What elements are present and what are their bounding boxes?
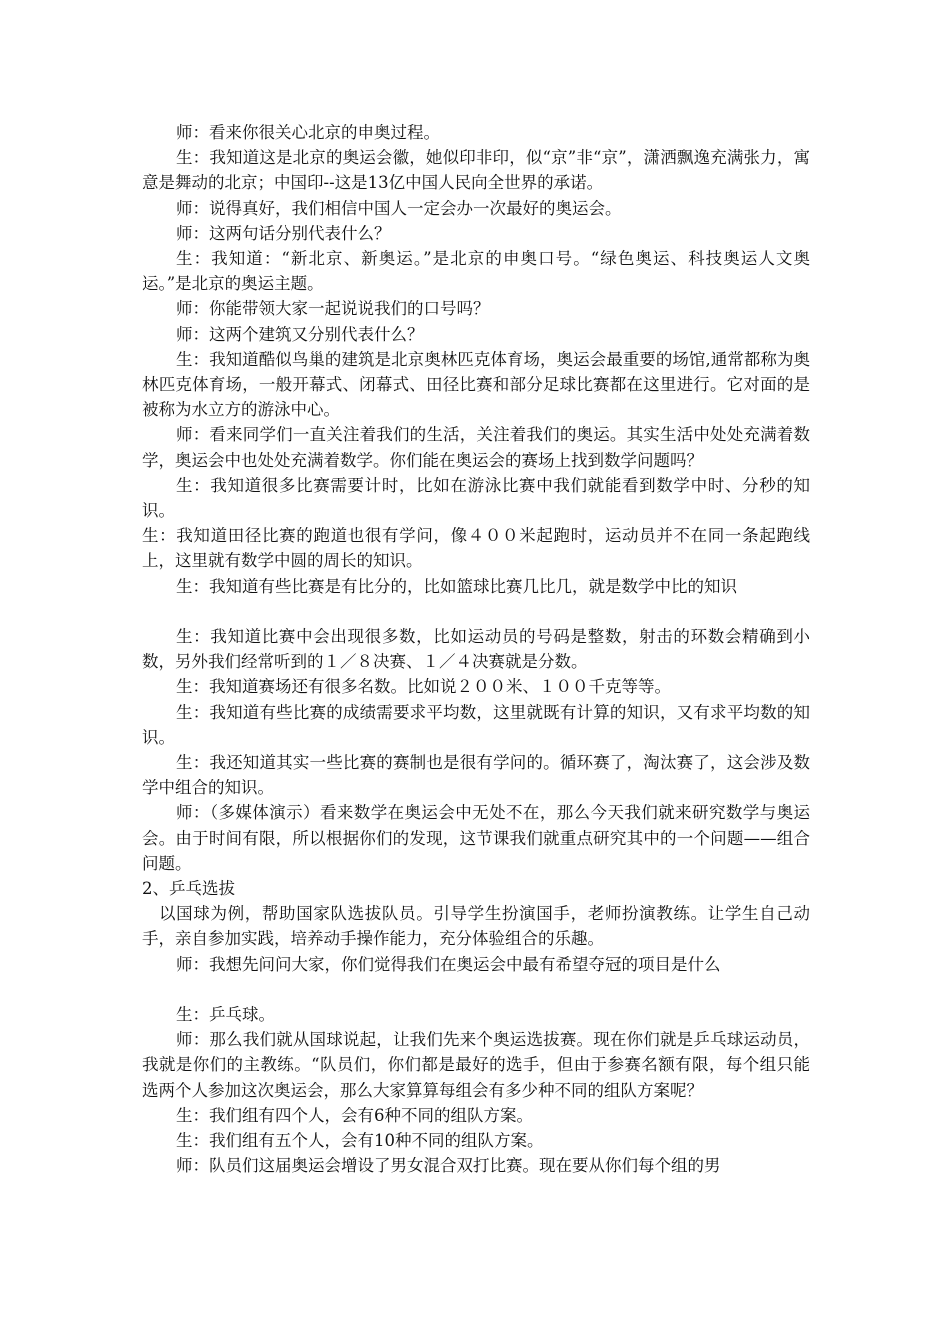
paragraph: 生：我知道酷似鸟巢的建筑是北京奥林匹克体育场，奥运会最重要的场馆,通常都称为奥林匹克体育场，一般开幕式、闭幕式、田径比赛和部分足球比赛都在这里进行。它对面的是被称为水立方的游泳中心。	[142, 349, 810, 420]
paragraph: 师：这两句话分别代表什么？	[176, 223, 391, 243]
paragraph: 生：我知道很多比赛需要计时，比如在游泳比赛中我们就能看到数学中时、分秒的知识。	[142, 475, 810, 521]
paragraph: 生：我们组有四个人，会有6种不同的组队方案。	[176, 1105, 533, 1125]
paragraph: 生：我还知道其实一些比赛的赛制也是很有学问的。循环赛了，淘汰赛了，这会涉及数学中组合的知识。	[142, 753, 810, 798]
paragraph: 生：我知道：“新北京、新奥运。”是北京的申奥口号。“绿色奥运、科技奥运人文奥运。”是北京的奥运主题。	[142, 249, 810, 294]
paragraph: 生：我知道有些比赛是有比分的，比如篮球比赛几比几，就是数学中比的知识	[176, 576, 737, 596]
paragraph: 生：我们组有五个人，会有10种不同的组队方案。	[176, 1131, 544, 1151]
paragraph: 师：（多媒体演示）看来数学在奥运会中无处不在，那么今天我们就来研究数学与奥运会。由于时间有限，所以根据你们的发现，这节课我们就重点研究其中的一个问题——组合问题。	[142, 803, 810, 873]
paragraph: 生：乒乓球。	[176, 1005, 275, 1025]
paragraph: 生：我知道田径比赛的跑道也很有学问，像４００米起跑时，运动员并不在同一条起跑线上，这里就有数学中圆的周长的知识。	[142, 526, 810, 571]
blank-line	[142, 977, 810, 1002]
paragraph: 师：队员们这届奥运会增设了男女混合双打比赛。现在要从你们每个组的男	[176, 1156, 721, 1176]
paragraph: 以国球为例，帮助国家队选拔队员。引导学生扮演国手，老师扮演教练。让学生自己动手，亲自参加实践，培养动手操作能力，充分体验组合的乐趣。	[142, 904, 810, 949]
paragraph: 师：你能带领大家一起说说我们的口号吗？	[176, 299, 490, 319]
paragraph: 生：我知道比赛中会出现很多数，比如运动员的号码是整数，射击的环数会精确到小数，另外我们经常听到的１／８决赛、１／４决赛就是分数。	[142, 627, 810, 672]
paragraph: 师：看来你很关心北京的申奥过程。	[176, 123, 440, 142]
paragraph: 师：这两个建筑又分别代表什么？	[176, 324, 424, 344]
section-heading: 2、乒乓选拔	[142, 879, 235, 899]
blank-line	[142, 599, 810, 624]
paragraph: 生：我知道这是北京的奥运会徽，她似印非印，似“京”非“京”，潇洒飘逸充满张力，寓意是舞动的北京；中国印--这是13亿中国人民向全世界的承诺。	[142, 148, 810, 193]
paragraph: 师：我想先问问大家，你们觉得我们在奥运会中最有希望夺冠的项目是什么	[176, 954, 721, 974]
paragraph: 师：看来同学们一直关注着我们的生活，关注着我们的奥运。其实生活中处处充满着数学，奥运会中也处处充满着数学。你们能在奥运会的赛场上找到数学问题吗？	[142, 425, 810, 470]
paragraph: 生：我知道赛场还有很多名数。比如说２００米、１００千克等等。	[176, 677, 671, 697]
paragraph: 师：说得真好，我们相信中国人一定会办一次最好的奥运会。	[176, 198, 622, 218]
paragraph: 师：那么我们就从国球说起，让我们先来个奥运选拔赛。现在你们就是乒乓球运动员，我就是你们的主教练。“队员们，你们都是最好的选手，但由于参赛名额有限，每个组只能选两个人参加这次奥运会，那么大家算算每组会有多少种不同的组队方案呢？	[142, 1030, 810, 1100]
paragraph: 生：我知道有些比赛的成绩需要求平均数，这里就既有计算的知识，又有求平均数的知识。	[142, 702, 810, 747]
document-page	[142, 120, 810, 1179]
